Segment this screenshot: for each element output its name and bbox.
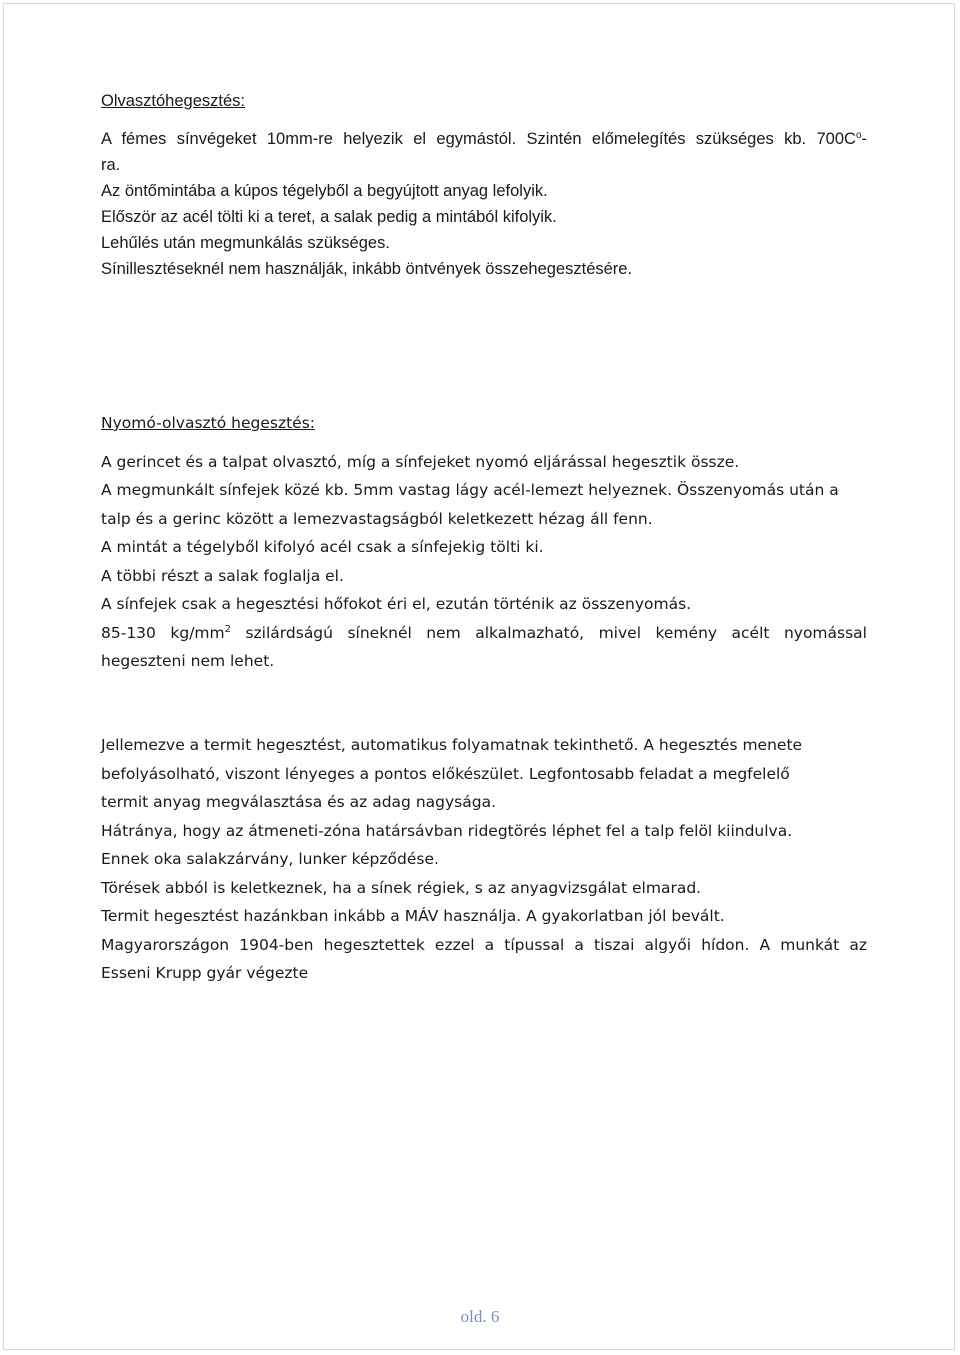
paragraph-line: Sínillesztéseknél nem használják, inkább öntvények összehegesztésére. (101, 260, 633, 278)
paragraph-line: talp és a gerinc között a lemezvastagságból keletkezett hézag áll fenn. (101, 509, 653, 528)
paragraph-line: A gerincet és a talpat olvasztó, míg a sínfejeket nyomó eljárással hegesztik össze. (101, 452, 740, 471)
paragraph-line: befolyásolható, viszont lényeges a pontos előkészület. Legfontosabb feladat a megfelelő (101, 764, 790, 783)
paragraph-line: Magyarországon 1904-ben hegesztettek ezzel a típussal a tiszai algyői hídon. A munkát az (101, 935, 867, 954)
section-olvasztohegesztes (101, 88, 867, 282)
paragraph-line: A sínfejek csak a hegesztési hőfokot éri el, ezután történik az összenyomás. (101, 595, 692, 613)
paragraph-line (101, 619, 867, 648)
superscript: 2 (224, 623, 231, 635)
paragraph-line (101, 126, 867, 152)
paragraph-line: Az öntőmintába a kúpos tégelyből a begyújtott anyag lefolyik. (101, 182, 548, 200)
section-heading: Nyomó-olvasztó hegesztés: (101, 414, 316, 432)
page-number: old. 6 (460, 1307, 500, 1326)
text-run: szilárdságú síneknél nem alkalmazható, mivel kemény acélt nyomással (231, 623, 867, 642)
paragraph-line: Először az acél tölti ki a teret, a salak pedig a mintából kifolyik. (101, 208, 557, 226)
paragraph-line: Esseni Krupp gyár végezte (101, 964, 309, 982)
paragraph-line: termit anyag megválasztása és az adag nagysága. (101, 793, 496, 811)
superscript: o (855, 130, 862, 141)
text-run: - (861, 130, 867, 148)
section-nyomo-olvaszto-hegesztes (101, 409, 867, 676)
paragraph-line: Termit hegesztést hazánkban inkább a MÁV használja. A gyakorlatban jól bevált. (101, 907, 725, 925)
section-termit-jellemzes (101, 731, 867, 988)
text-run: A fémes sínvégeket 10mm-re helyezik el egymástól. Szintén előmelegítés szükséges kb. 700C (101, 130, 856, 148)
paragraph-line: hegeszteni nem lehet. (101, 652, 275, 670)
paragraph-line: Hátránya, hogy az átmeneti-zóna határsávban ridegtörés léphet fel a talp felöl kiindulva. (101, 821, 793, 840)
paragraph-line: A többi részt a salak foglalja el. (101, 566, 344, 585)
text-run: 85-130 kg/mm (101, 623, 225, 642)
paragraph-line: Lehűlés után megmunkálás szükséges. (101, 234, 390, 252)
paragraph-line: Törések abból is keletkeznek, ha a sínek régiek, s az anyagvizsgálat elmarad. (101, 878, 702, 897)
section-heading: Olvasztóhegesztés: (101, 92, 245, 110)
paragraph-line: A megmunkált sínfejek közé kb. 5mm vastag lágy acél-lemezt helyeznek. Összenyomás után a (101, 481, 839, 499)
paragraph-line: ra. (101, 156, 121, 174)
paragraph-line: A mintát a tégelyből kifolyó acél csak a sínfejekig tölti ki. (101, 538, 544, 556)
paragraph-line: Jellemezve a termit hegesztést, automatikus folyamatnak tekinthető. A hegesztés menete (101, 736, 803, 754)
paragraph-line: Ennek oka salakzárvány, lunker képződése. (101, 850, 439, 868)
